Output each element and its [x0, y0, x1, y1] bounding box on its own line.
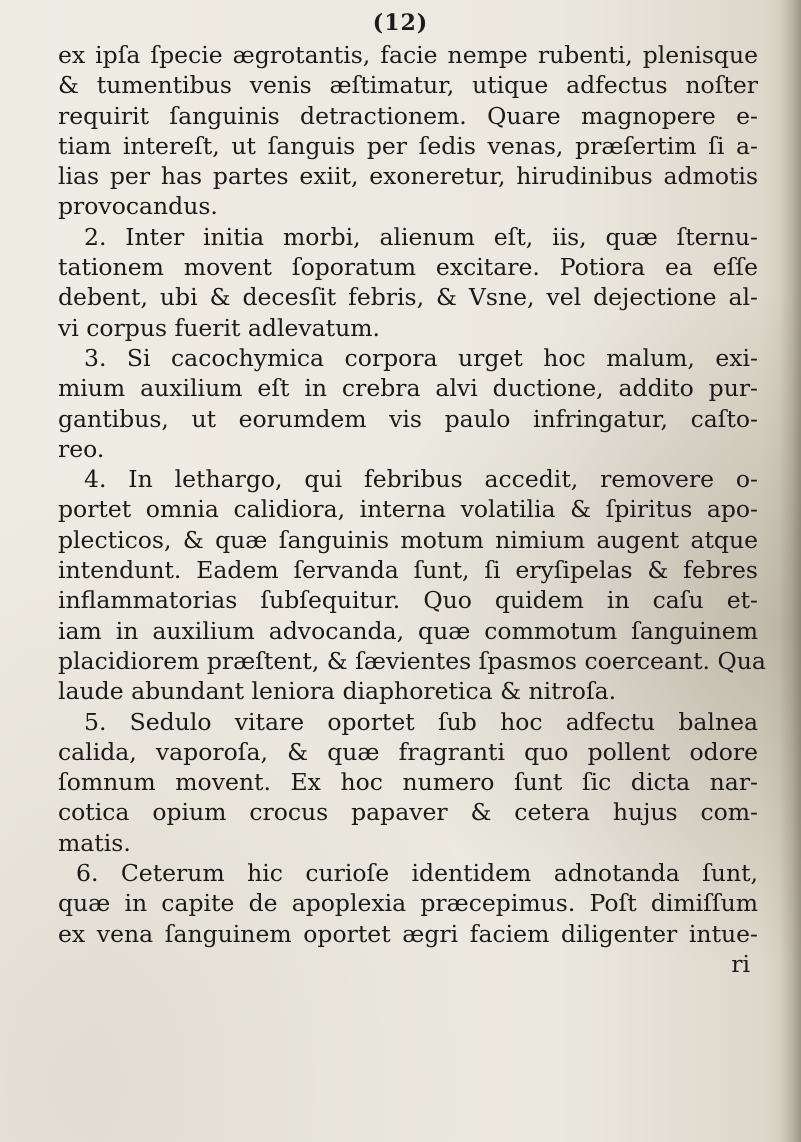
text-line: 3. Si cacochymica corpora urget hoc malum, exi- [84, 343, 758, 372]
text-line: cotica opium crocus papaver & cetera hujus com- [58, 798, 758, 827]
text-line: portet omnia calidiora, interna volatilia & ſpiritus apo- [58, 495, 758, 524]
text-line: lias per has partes exiit, exoneretur, hirudinibus admotis [58, 162, 758, 191]
text-line: quæ in capite de apoplexia præcepimus. Poſt dimiſſum [58, 889, 758, 918]
text-line: intendunt. Eadem ſervanda ſunt, ſi eryſipelas & febres [58, 556, 758, 585]
text-line: 4. In lethargo, qui febribus accedit, removere o- [84, 465, 758, 494]
page-number-header: (12) [372, 10, 429, 36]
text-line: 6. Ceterum hic curioſe identidem adnotanda ſunt, [76, 859, 758, 888]
text-line: ex vena ſanguinem oportet ægri faciem diligenter intue- [58, 919, 758, 948]
text-line: provocandus. [58, 192, 218, 221]
text-line: tiam intereſt, ut ſanguis per ſedis venas, præſertim ſi a- [58, 131, 758, 160]
catchword: ri [731, 949, 750, 978]
text-line: ſomnum movent. Ex hoc numero ſunt ſic dicta nar- [58, 768, 758, 797]
text-line: matis. [58, 828, 131, 857]
text-line: inflammatorias ſubſequitur. Quo quidem in caſu et- [58, 586, 758, 615]
text-line: mium auxilium eſt in crebra alvi ductione, addito pur- [58, 374, 758, 403]
page-body-text [58, 40, 766, 979]
text-line: reo. [58, 434, 105, 463]
text-line: & tumentibus venis æſtimatur, utique adfectus noſter [58, 71, 758, 100]
text-line: tationem movent ſoporatum excitare. Potiora ea eſſe [58, 253, 758, 282]
text-line: debent, ubi & decesſit febris, & Vsne, vel dejectione al- [58, 283, 758, 312]
page-edge-shadow [779, 0, 801, 1142]
text-line: placidiorem præſtent, & ſævientes ſpasmos coerceant. Qua [58, 646, 766, 675]
text-line: 5. Sedulo vitare oportet ſub hoc adfectu balnea [84, 707, 758, 736]
text-line: iam in auxilium advocanda, quæ commotum ſanguinem [58, 616, 758, 645]
text-line: requirit ſanguinis detractionem. Quare magnopere e- [58, 101, 758, 130]
text-line: gantibus, ut eorumdem vis paulo infringatur, caſto- [58, 404, 758, 433]
text-line: calida, vaporoſa, & quæ fragranti quo pollent odore [58, 737, 758, 766]
text-line: ex ipſa ſpecie ægrotantis, facie nempe rubenti, plenisque [58, 41, 758, 69]
text-line: vi corpus fuerit adlevatum. [58, 313, 381, 342]
text-line: laude abundant leniora diaphoretica & nitroſa. [58, 677, 617, 706]
text-line: plecticos, & quæ ſanguinis motum nimium augent atque [58, 525, 758, 554]
text-line: 2. Inter initia morbi, alienum eſt, iis, quæ ſternu- [84, 222, 758, 251]
